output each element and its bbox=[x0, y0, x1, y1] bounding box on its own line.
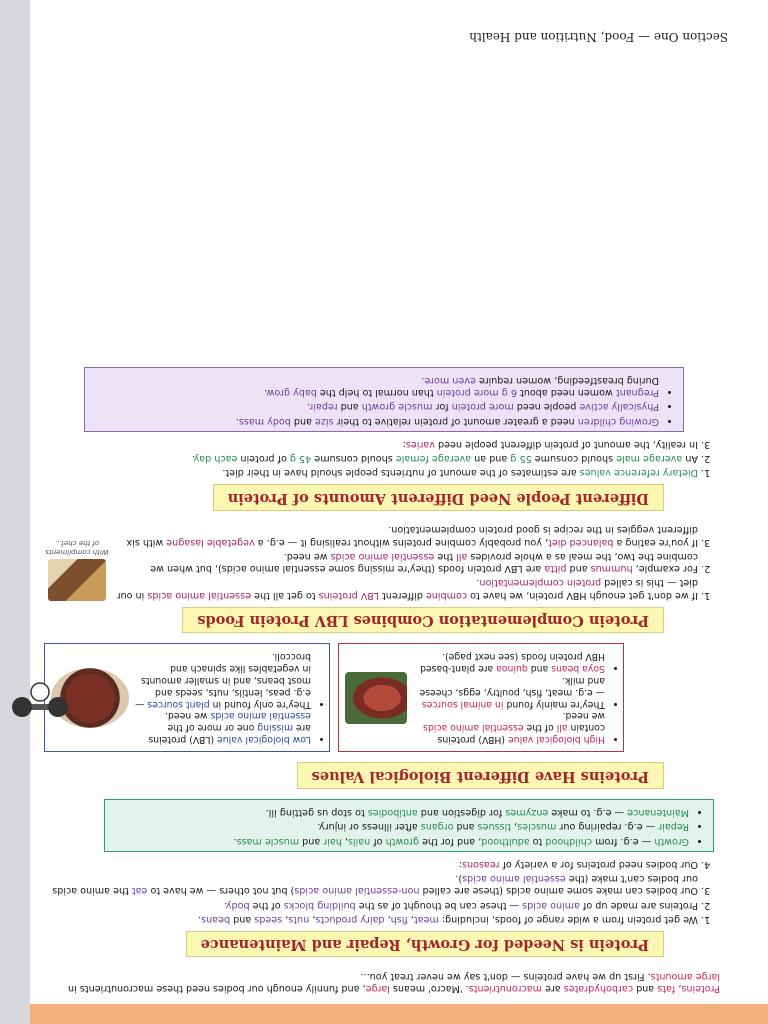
term: fish bbox=[390, 913, 408, 925]
list-item bbox=[135, 710, 311, 746]
text: the amino acids our bodies can't make (the bbox=[52, 873, 698, 897]
list-item bbox=[113, 806, 689, 818]
text: — these can be thought of as the bbox=[355, 899, 523, 911]
term: Growing children bbox=[577, 415, 659, 427]
text: and bbox=[566, 563, 591, 575]
text: — e.g. to make bbox=[548, 807, 628, 819]
term: Maintenance bbox=[627, 807, 689, 819]
text: In reality, the amount of protein different people need bbox=[434, 438, 698, 450]
text: Proteins are made up of bbox=[579, 899, 698, 911]
protein-uses-box bbox=[104, 799, 714, 852]
list-item bbox=[116, 550, 698, 575]
text: , and funnily enough our bodies need these macronutrients in bbox=[68, 983, 366, 994]
text: and bbox=[299, 835, 324, 847]
list-item bbox=[93, 414, 659, 426]
term: macronutrients bbox=[468, 983, 543, 994]
text: (LBV) proteins are bbox=[148, 722, 311, 746]
text: to stop us getting ill. bbox=[265, 807, 368, 819]
list-item bbox=[44, 872, 698, 897]
term: repair bbox=[310, 401, 338, 413]
text: — e.g. meat, fish, poultry, eggs, cheese and milk. bbox=[419, 674, 605, 698]
heading-biological-values: Proteins Have Different Biological Values bbox=[297, 762, 664, 789]
text: During breastfeeding, women require bbox=[475, 374, 659, 386]
text: for digestion and bbox=[417, 807, 506, 819]
term: vegetable lasagne bbox=[166, 536, 255, 548]
text: , and for the bbox=[419, 835, 482, 847]
list-item bbox=[44, 858, 698, 870]
term: combine bbox=[425, 589, 468, 601]
text: We get protein from a wide range of foods, including: bbox=[438, 913, 698, 925]
term: adulthood bbox=[481, 835, 530, 847]
hbv-card bbox=[338, 643, 624, 752]
protein-requirements-box bbox=[84, 367, 684, 432]
term: meat bbox=[413, 913, 439, 925]
text: , bbox=[675, 983, 682, 994]
term: each day bbox=[194, 453, 238, 465]
text: An bbox=[682, 453, 698, 465]
text: we need. bbox=[165, 710, 211, 722]
term: building blocks bbox=[283, 899, 356, 911]
term: essential amino acids bbox=[147, 589, 252, 601]
term: Proteins bbox=[681, 983, 720, 994]
term: non-essential amino acids bbox=[294, 885, 420, 897]
text: need a greater amount of protein relative to their bbox=[333, 415, 578, 427]
text: , bbox=[407, 913, 414, 925]
term: in animal sources bbox=[421, 698, 504, 710]
term: enzymes bbox=[505, 807, 549, 819]
text: . bbox=[224, 899, 228, 911]
term: nuts bbox=[288, 913, 310, 925]
heading-protein-complementation: Protein Complementation Combines LBV Protein Foods bbox=[182, 607, 664, 634]
text: For example, bbox=[632, 563, 698, 575]
term: all bbox=[556, 722, 568, 734]
list-item bbox=[116, 523, 698, 548]
text: should consume bbox=[311, 453, 396, 465]
text: , bbox=[341, 835, 348, 847]
term: 55 g bbox=[510, 453, 532, 465]
text: are LBV protein foods (they're missing some essential amino acids), but when we combine the two, the meal as a whole provides bbox=[150, 550, 698, 575]
text: and bbox=[337, 401, 362, 413]
biological-value-cards bbox=[44, 643, 624, 752]
term: seeds bbox=[254, 913, 283, 925]
term: essential amino acids bbox=[423, 722, 524, 734]
term: antibodies bbox=[367, 807, 418, 819]
term: Soya beans bbox=[551, 662, 605, 674]
text: . bbox=[307, 401, 311, 413]
term: hummus bbox=[590, 563, 633, 575]
term: average female bbox=[395, 453, 472, 465]
text: with six different veggies in the recipe is good protein complementation. bbox=[126, 524, 698, 548]
term: essential amino acids bbox=[210, 710, 311, 722]
text: and bbox=[230, 913, 255, 925]
food-photo bbox=[48, 559, 106, 601]
term: large amounts bbox=[650, 970, 720, 982]
term: muscles bbox=[517, 821, 557, 833]
complementation-list bbox=[116, 521, 724, 601]
text: : bbox=[402, 438, 406, 450]
term: muscle growth bbox=[361, 401, 433, 413]
text: , bbox=[282, 913, 289, 925]
text: of bbox=[370, 835, 386, 847]
text: . bbox=[264, 387, 268, 399]
term: quinoa bbox=[496, 662, 528, 674]
term: carbohydrates bbox=[563, 983, 634, 994]
heading-growth-repair: Protein is Needed for Growth, Repair and Maintenance bbox=[186, 931, 664, 958]
term: protein complementation bbox=[479, 577, 602, 589]
section-footer: Section One — Food, Nutrition and Health bbox=[469, 30, 728, 44]
term: hair bbox=[323, 835, 342, 847]
term: even more bbox=[424, 374, 476, 386]
term: 45 g bbox=[289, 453, 312, 465]
text: people need bbox=[513, 401, 580, 413]
heading-different-amounts: Different People Need Different Amounts of Protein bbox=[213, 484, 664, 511]
text: Our bodies need proteins for a variety of bbox=[499, 858, 698, 870]
list-item bbox=[93, 374, 659, 399]
text: . bbox=[233, 835, 237, 847]
text: women need about bbox=[516, 387, 616, 399]
term: muscle mass bbox=[236, 835, 300, 847]
list-item bbox=[44, 898, 698, 910]
text: in our diet — this is called bbox=[116, 577, 698, 601]
list-item bbox=[113, 820, 689, 832]
text: They're only found in bbox=[209, 698, 311, 710]
list-item bbox=[44, 913, 698, 925]
text: and an bbox=[471, 453, 511, 465]
page-edge-strip bbox=[0, 1004, 768, 1024]
text: after illness or injury. bbox=[317, 821, 421, 833]
text: , bbox=[309, 913, 316, 925]
text: If we don't get enough HBV protein, we have to bbox=[467, 589, 698, 601]
list-item bbox=[44, 438, 698, 450]
text: of the bbox=[249, 899, 284, 911]
list-item bbox=[113, 834, 689, 846]
text: are plant-based HBV protein foods (see next page). bbox=[420, 651, 605, 674]
complementation-section bbox=[44, 515, 724, 601]
term: more protein bbox=[451, 401, 514, 413]
term: Physically active bbox=[579, 401, 659, 413]
page-content bbox=[44, 361, 724, 994]
list-item bbox=[116, 576, 698, 601]
meat-photo bbox=[345, 672, 407, 724]
term: LBV proteins bbox=[318, 589, 380, 601]
term: average male bbox=[616, 453, 683, 465]
chef-illustration bbox=[44, 515, 110, 601]
list-item bbox=[413, 650, 605, 674]
text: . 'Macro' means bbox=[389, 983, 469, 994]
text: . bbox=[235, 415, 239, 427]
text: They're mainly found bbox=[503, 698, 605, 710]
text: : bbox=[458, 858, 463, 870]
term: 6 g more protein bbox=[436, 387, 517, 399]
text: for bbox=[432, 401, 452, 413]
text: the bbox=[434, 550, 457, 562]
text: If you're eating a bbox=[613, 536, 698, 548]
term: varies bbox=[405, 438, 435, 450]
text: . bbox=[198, 913, 202, 925]
term: size bbox=[315, 415, 334, 427]
term: tissues bbox=[477, 821, 512, 833]
text: . bbox=[191, 453, 195, 465]
term: essential amino acids bbox=[462, 873, 566, 885]
term: dairy products bbox=[315, 913, 385, 925]
text: , bbox=[384, 913, 391, 925]
term: Low biological value bbox=[217, 734, 311, 746]
text: ). bbox=[455, 873, 463, 885]
term: fats bbox=[657, 983, 676, 994]
term: baby grow bbox=[267, 387, 317, 399]
text: and bbox=[290, 415, 316, 427]
term: organs bbox=[420, 821, 454, 833]
term: Dietary reference values bbox=[579, 467, 698, 479]
text: different bbox=[379, 589, 426, 601]
term: reasons bbox=[462, 858, 500, 870]
page-spine bbox=[0, 0, 30, 1024]
dumbbell-icon bbox=[10, 676, 70, 736]
text: are estimates of the amount of nutrients people should have in their diet. bbox=[222, 467, 580, 479]
text: ) but not others — we have to bbox=[147, 885, 295, 897]
text: we need. bbox=[283, 550, 331, 562]
term: Growth bbox=[654, 835, 689, 847]
term: essential amino acids bbox=[330, 550, 435, 562]
text: we need. bbox=[562, 710, 605, 722]
term: all bbox=[456, 550, 468, 562]
text: one or more of the bbox=[167, 722, 258, 734]
text: should consume bbox=[531, 453, 617, 465]
term: large bbox=[365, 983, 390, 994]
text: of protein bbox=[237, 453, 290, 465]
text: . First up we have proteins — don't say we never treat you... bbox=[360, 970, 651, 982]
text: to get all the bbox=[251, 589, 319, 601]
term: growth bbox=[385, 835, 419, 847]
text: and bbox=[453, 821, 478, 833]
text: — e.g. from bbox=[592, 835, 655, 847]
list-item bbox=[135, 650, 311, 709]
term: Pregnant bbox=[615, 387, 659, 399]
list-item bbox=[413, 710, 605, 746]
text: — e.g. repairing our bbox=[556, 821, 659, 833]
text: — e.g. peas, lentils, nuts, seeds and most beans, and in smaller amounts in vegetables like spinach and broccoli. bbox=[135, 651, 311, 710]
term: beans bbox=[201, 913, 231, 925]
text: are bbox=[542, 983, 564, 994]
lbv-card bbox=[44, 643, 330, 752]
text: Our bodies can make some amino acids (these are called bbox=[419, 885, 698, 897]
chef-caption: With compliments of the chef... bbox=[45, 538, 109, 556]
text: and bbox=[633, 983, 658, 994]
text: and bbox=[527, 662, 552, 674]
protein-needs-list bbox=[44, 858, 724, 925]
term: Repair bbox=[658, 821, 689, 833]
text: than normal to help the bbox=[316, 387, 437, 399]
list-item bbox=[93, 400, 659, 412]
list-item bbox=[44, 466, 698, 478]
text: . bbox=[421, 374, 425, 386]
text: , you probably combine proteins without realising it — e.g. a bbox=[254, 536, 549, 548]
text: . bbox=[476, 577, 480, 589]
term: missing bbox=[257, 722, 293, 734]
text: , bbox=[511, 821, 518, 833]
text: to bbox=[529, 835, 546, 847]
term: nails bbox=[347, 835, 371, 847]
term: eat bbox=[131, 885, 148, 897]
term: body mass bbox=[238, 415, 291, 427]
term: amino acids bbox=[522, 899, 580, 911]
intro-paragraph bbox=[44, 969, 720, 994]
text: of the bbox=[523, 722, 557, 734]
protein-amounts-list bbox=[44, 438, 724, 479]
term: plant sources bbox=[147, 698, 210, 710]
term: childhood bbox=[545, 835, 593, 847]
term: balanced diet bbox=[548, 536, 614, 548]
term: body bbox=[227, 899, 250, 911]
term: High biological value bbox=[508, 734, 605, 746]
list-item bbox=[413, 674, 605, 710]
term: pitta bbox=[544, 563, 567, 575]
list-item bbox=[44, 452, 698, 464]
text: (HBV) proteins contain bbox=[437, 722, 605, 746]
